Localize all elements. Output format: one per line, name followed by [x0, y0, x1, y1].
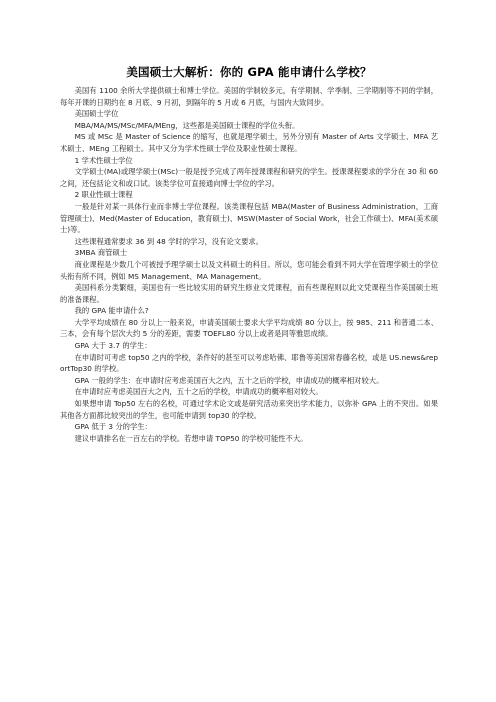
body-paragraph: 一般是针对某一具体行业而非博士学位课程。该类课程包括 MBA(Master of Business Administration，工商管理硕士)、Med(Master of Education，教育硕士)、MSW(Master of Social Work，社会工作硕士)、MFA(美术硕士)等。 — [60, 201, 438, 235]
body-paragraph: 在申请时可考虑 top50 之内的学校，条件好的甚至可以考虑哈佛、耶鲁等美国常春藤名校，或是 US.news&reportTop30 的学校。 — [60, 352, 438, 374]
body-paragraph: GPA 一般的学生：在申请时应考虑美国百大之内，五十之后的学校，申请成功的概率相对较大。 — [74, 375, 384, 385]
section-line: 2 职业性硕士课程 — [74, 190, 133, 200]
body-paragraph: 美国科系分类繁细，美国也有一些比较实用的研究生修业文凭课程，而有些课程则以此文凭课程当作美国硕士班的准备课程。 — [60, 283, 438, 304]
section-line: 美国硕士学位 — [74, 109, 119, 119]
section-line: GPA 低于 3 分的学生： — [74, 422, 152, 432]
section-line: 我的 GPA 能申请什么? — [74, 306, 149, 316]
section-line: 建议申请排名在一百左右的学校。若想申请 TOP50 的学校可能性不大。 — [74, 433, 308, 443]
document-title: 美国硕士大解析：你的 GPA 能申请什么学校？ — [126, 65, 372, 79]
section-line: MBA/MA/MS/MSc/MFA/MEng，这些都是美国硕士课程的学位头衔。 — [74, 120, 300, 130]
body-paragraph: 文学硕士(MA)或理学硕士(MSc)一般是授予完成了两年授课课程和研究的学生。授课课程要求的学分在 30 和 60 之间，还包括论文和或口试。该类学位可直接通向博士学位的学习。 — [60, 167, 438, 188]
section-line: GPA 大于 3.7 的学生： — [74, 341, 152, 351]
section-line: 在申请时应考虑美国百大之内，五十之后的学校，申请成功的概率相对较大。 — [74, 387, 323, 397]
document-body — [60, 85, 438, 444]
section-line: 1 学术性硕士学位 — [74, 155, 133, 165]
body-paragraph: 商业课程是少数几个可被授予理学硕士以及文科硕士的科目。所以，您可能会看到不同大学在管理学硕士的学位头衔有所不同，例如 MS Management、MA Management。 — [60, 259, 438, 281]
body-paragraph: 如果想申请 Top50 左右的名校，可通过学术论文或是研究活动来突出学术能力，以弥补 GPA 上的不突出。如果其他各方面都比较突出的学生，也可能申请到 top30 的学校。 — [60, 399, 438, 420]
section-line: 3MBA 商管硕士 — [74, 248, 128, 258]
document-page — [60, 64, 438, 444]
body-paragraph: 美国有 1100 余所大学提供硕士和博士学位。美国的学制较多元，有学期制、学季制、三学期制等不同的学制，每年开课的日期约在 8 月底、9 月初，到隔年的 5 月或 6 月底，与国内大致同步。 — [60, 86, 438, 107]
body-paragraph: 大学平均成绩在 80 分以上一般来说，申请美国硕士要求大学平均成绩 80 分以上，按 985、211 和普通二本、三本，会有每个层次大约 5 分的差距，需要 TOEFL80 分以上或者是同等雅思成绩。 — [60, 317, 438, 339]
body-paragraph: MS 或 MSc 是 Master of Science 的缩写，也就是理学硕士，另外分别有 Master of Arts 文学硕士、MFA 艺术硕士、MEng 工程硕士。其中又分为学术性硕士学位及职业性硕士课程。 — [60, 132, 438, 153]
section-line: 这些课程通常要求 36 到 48 学时的学习，没有论文要求。 — [74, 236, 263, 246]
